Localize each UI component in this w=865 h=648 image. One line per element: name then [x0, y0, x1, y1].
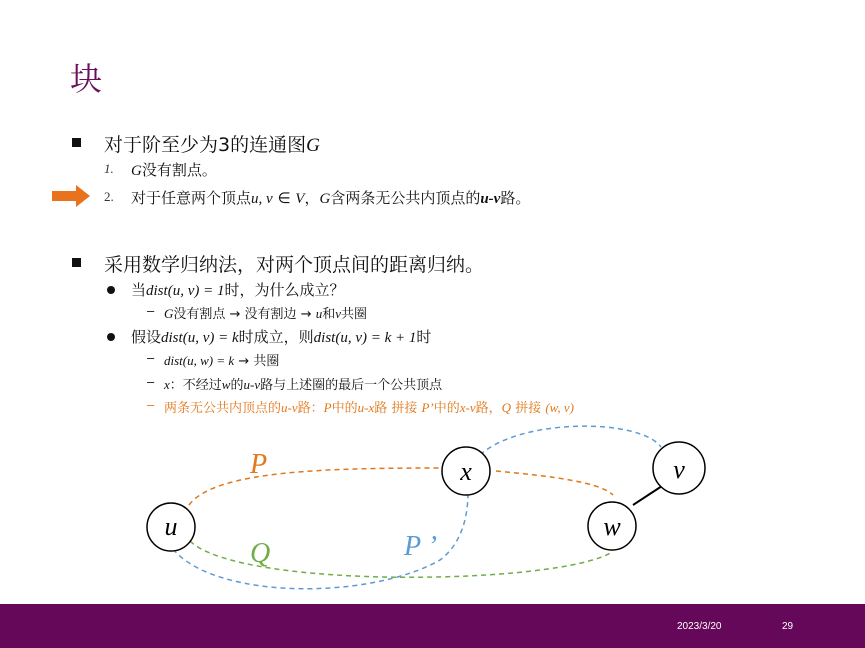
sub-2-detail-1: dist(u, w) = k → 共圈 — [164, 353, 280, 369]
edge-w-v — [633, 486, 662, 505]
dash-marker: – — [147, 374, 155, 389]
sub-1-text: 当dist(u, v) = 1时，为什么成立？ — [131, 281, 345, 299]
bullet-1-text: 对于阶至少为3的连通图G — [104, 134, 320, 156]
label-Pprime: P ’ — [404, 531, 437, 562]
sub-2-detail-2: x：不经过w的u-v路与上述圈的最后一个公共顶点 — [164, 377, 443, 393]
node-w-label: w — [603, 512, 621, 541]
dash-marker: – — [147, 397, 155, 412]
footer-date: 2023/3/20 — [677, 621, 722, 632]
label-P: P — [250, 449, 268, 480]
dash-marker: – — [147, 303, 155, 318]
node-v-label: v — [673, 455, 685, 484]
sub-2-detail-3: 两条无公共内顶点的u-v路：P中的u-x路 拼接 P’中的x-v路，Q 拼接 (w, v) — [164, 400, 574, 416]
path-P-edge — [496, 471, 613, 495]
sub-2-text: 假设dist(u, v) = k时成立，则dist(u, v) = k + 1时 — [131, 328, 432, 346]
page-number: 29 — [782, 621, 794, 632]
node-x-label: x — [460, 457, 472, 486]
dash-marker: – — [147, 350, 155, 365]
item-1-text: G没有割点。 — [131, 161, 217, 179]
slide-title: 块 — [70, 60, 103, 98]
path-Pprime-edge — [480, 426, 661, 455]
bullet-2-text: 采用数学归纳法，对两个顶点间的距离归纳。 — [104, 254, 485, 276]
item-1-number: 1. — [104, 161, 114, 176]
path-P-edge — [189, 468, 444, 505]
label-Q: Q — [250, 538, 271, 569]
sub-1-detail: G没有割点 → 没有割边 → u和v共圈 — [164, 306, 368, 322]
node-u-label: u — [164, 512, 178, 541]
item-2-number: 2. — [104, 189, 114, 204]
footer-bar — [0, 604, 865, 648]
item-2-text: 对于任意两个顶点u, v ∈ V，G含两条无公共内顶点的u-v路。 — [131, 189, 531, 207]
